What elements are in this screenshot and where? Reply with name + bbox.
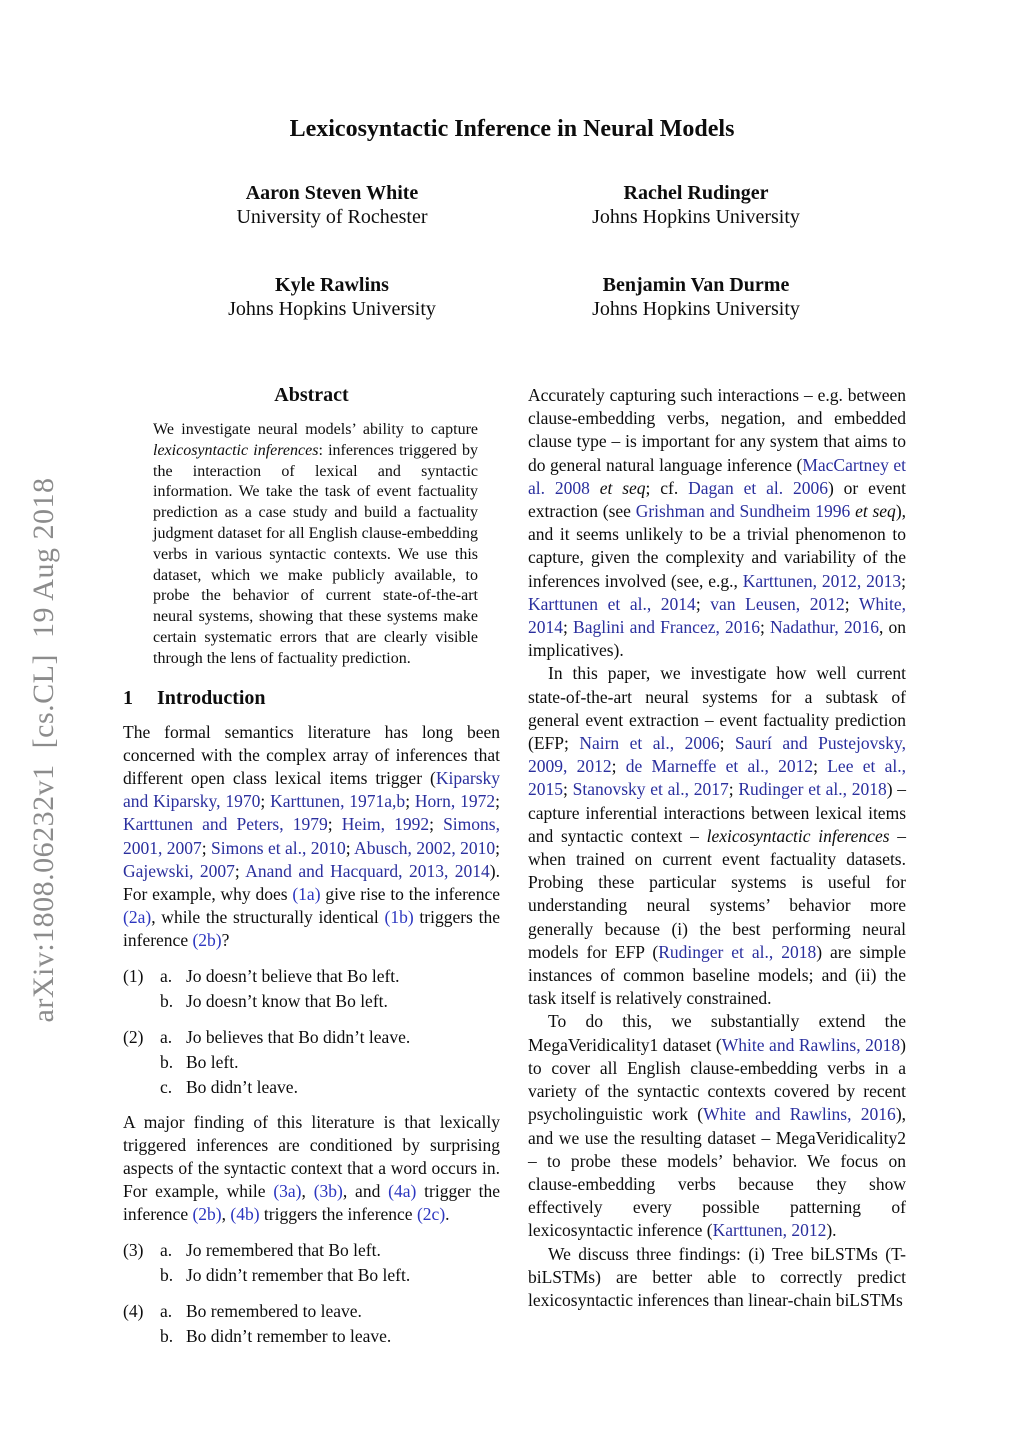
example-ref-link[interactable]: (4a) <box>388 1181 417 1202</box>
author <box>162 273 502 321</box>
example-text: Jo remembered that Bo left. <box>186 1239 381 1260</box>
citation-link[interactable]: Grishman and Sundheim 1996 <box>635 501 851 522</box>
example-number: (1) <box>123 965 144 986</box>
author-affiliation: Johns Hopkins University <box>592 298 800 320</box>
example-text: Bo remembered to leave. <box>186 1300 362 1321</box>
paragraph: Accurately capturing such interactions – e.g. between clause-embedding verbs, negation, and embedded clause type – is important for any system that aims to do general natural language inference (MacCartney et al. 2008 et seq; cf. Dagan et al. 2006) or event extraction (see Grishman and Sundheim 1996 et seq), and it seems unlikely to be a trivial phenomenon to capture, given the complexity and variability of the inferences involved (see, e.g., Karttunen, 2012, 2013; Karttunen et al., 2014; van Leusen, 2012; White, 2014; Baglini and Francez, 2016; Nadathur, 2016, on implicatives). <box>528 385 907 661</box>
citation-link[interactable]: Rudinger et al., 2018 <box>658 941 817 962</box>
example-text: Bo left. <box>186 1051 239 1072</box>
citation-link[interactable]: White and Rawlins, 2016 <box>703 1104 896 1125</box>
citation-link[interactable]: van Leusen, 2012 <box>710 593 845 614</box>
citation-link[interactable]: Nadathur, 2016 <box>770 617 879 638</box>
author-name: Rachel Rudinger <box>623 182 769 204</box>
citation-link[interactable]: Karttunen, 2012 <box>712 1220 827 1241</box>
citation-link[interactable]: MacCartney et al. 2008 <box>528 454 906 498</box>
author <box>526 181 866 229</box>
example-letter: b. <box>160 1325 174 1346</box>
paper-title: Lexicosyntactic Inference in Neural Models <box>289 116 735 142</box>
example-item <box>160 1299 500 1324</box>
citation-link[interactable]: Horn, 1972 <box>414 791 496 812</box>
citation-link[interactable]: Abusch, 2002, 2010 <box>354 837 496 858</box>
paragraph: The formal semantics literature has long been concerned with the complex array of inferences that different open class lexical items trigger (Kiparsky and Kiparsky, 1970; Karttunen, 1971a,b; Horn, 1972; Karttunen and Peters, 1979; Heim, 1992; Simons, 2001, 2007; Simons et al., 2010; Abusch, 2002, 2010; Gajewski, 2007; Anand and Hacquard, 2013, 2014). For example, why does (1a) give rise to the inference (2a), while the structurally identical (1b) triggers the inference (2b)? <box>123 721 500 951</box>
citation-link[interactable]: Karttunen, 2012, 2013 <box>742 570 902 591</box>
author-name: Aaron Steven White <box>245 182 419 204</box>
author <box>526 273 866 321</box>
citation-link[interactable]: Saurí and Pustejovsky, 2009, 2012 <box>528 733 906 777</box>
paragraph: To do this, we substantially extend the MegaVeridicality1 dataset (White and Rawlins, 2018) to cover all English clause-embedding verbs in a variety of the syntactic contexts covered by recent psycholinguistic work (White and Rawlins, 2016), and we use the resulting dataset – MegaVeridicality2 – to probe these models’ behavior. We focus on clause-embedding verbs because they show effectively every possible patterning of lexicosyntactic inference (Karttunen, 2012). <box>528 1011 907 1241</box>
example-ref-link[interactable]: (2c) <box>416 1204 446 1225</box>
example-ref-link[interactable]: (3b) <box>313 1181 343 1202</box>
column-left <box>123 384 500 1349</box>
example-letter: a. <box>160 965 173 986</box>
example-items <box>160 964 500 1014</box>
example-letter: c. <box>160 1076 173 1097</box>
italic-text: lexicosyntactic inferences <box>153 441 319 459</box>
example-items <box>160 1025 500 1100</box>
example-group <box>123 1025 500 1100</box>
abstract-heading: Abstract <box>274 384 349 406</box>
example-number: (4) <box>123 1300 144 1321</box>
italic-text: et seq <box>855 501 896 522</box>
section-number: 1 <box>123 686 133 709</box>
citation-link[interactable]: Karttunen, 1971a,b <box>270 791 406 812</box>
example-letter: a. <box>160 1026 173 1047</box>
citation-link[interactable]: Simons, 2001, 2007 <box>123 814 500 858</box>
example-item <box>160 1025 500 1050</box>
citation-link[interactable]: Heim, 1992 <box>341 814 430 835</box>
citation-link[interactable]: Karttunen et al., 2014 <box>528 593 696 614</box>
paragraph: In this paper, we investigate how well current state-of-the-art neural systems for a subtask of general event extraction – event factuality prediction (EFP; Nairn et al., 2006; Saurí and Pustejovsky, 2009, 2012; de Marneffe et al., 2012; Lee et al., 2015; Stanovsky et al., 2017; Rudinger et al., 2018) – capture inferential interactions between lexical items and syntactic context – lexicosyntactic inferences – when trained on current event factuality datasets. Probing these particular systems is useful for understanding neural systems’ behavior more generally because (i) the best performing neural models for EFP (Rudinger et al., 2018) are simple instances of common baseline models; and (ii) the task itself is relatively constrained. <box>528 663 907 1009</box>
author-affiliation: Johns Hopkins University <box>228 298 436 320</box>
example-ref-link[interactable]: (1b) <box>384 907 414 928</box>
italic-text: lexicosyntactic inferences <box>706 825 890 846</box>
citation-link[interactable]: Stanovsky et al., 2017 <box>572 779 729 800</box>
example-item <box>160 989 500 1014</box>
citation-link[interactable]: Simons et al., 2010 <box>211 837 346 858</box>
author-block <box>123 181 905 321</box>
example-text: Jo doesn’t believe that Bo left. <box>186 965 400 986</box>
citation-link[interactable]: White, 2014 <box>528 593 906 638</box>
author-row <box>123 273 905 321</box>
example-letter: a. <box>160 1239 173 1260</box>
citation-link[interactable]: Lee et al., 2015 <box>528 756 906 800</box>
example-items <box>160 1238 500 1288</box>
example-items <box>160 1299 500 1349</box>
author <box>162 181 502 229</box>
example-letter: b. <box>160 990 174 1011</box>
citation-link[interactable]: Gajewski, 2007 <box>123 860 235 881</box>
example-letter: b. <box>160 1264 174 1285</box>
example-group <box>123 964 500 1014</box>
example-group <box>123 1299 500 1349</box>
citation-link[interactable]: Kiparsky and Kiparsky, 1970 <box>123 767 500 812</box>
example-item <box>160 1075 500 1100</box>
example-ref-link[interactable]: (2a) <box>123 907 152 928</box>
example-item <box>160 1324 500 1349</box>
example-item <box>160 1263 500 1288</box>
example-ref-link[interactable]: (2b) <box>192 1204 222 1225</box>
column-right <box>528 384 906 1312</box>
author-name: Benjamin Van Durme <box>602 274 790 296</box>
example-letter: a. <box>160 1300 173 1321</box>
example-number: (3) <box>123 1239 144 1260</box>
example-letter: b. <box>160 1051 174 1072</box>
section-title: Introduction <box>157 686 266 709</box>
author-affiliation: Johns Hopkins University <box>592 206 800 228</box>
abstract-text: We investigate neural models’ ability to capture lexicosyntactic inferences: inferences triggered by the interaction of lexical and syntactic information. We take the task of event factuality prediction as a case study and build a factuality judgment dataset for all English clause-embedding verbs in various syntactic contexts. We use this dataset, which we make publicly available, to probe the behavior of current state-of-the-art neural systems, showing that these systems make certain systematic errors that are clearly visible through the lens of factuality prediction. <box>153 421 478 667</box>
italic-text: et seq <box>599 477 646 498</box>
example-ref-link[interactable]: (2b) <box>192 930 222 951</box>
example-item <box>160 964 500 989</box>
paragraph: A major finding of this literature is that lexically triggered inferences are conditioned by surprising aspects of the syntactic context that a word occurs in. For example, while (3a), (3b), and (4a) trigger the inference (2b), (4b) triggers the inference (2c). <box>123 1111 501 1225</box>
example-ref-link[interactable]: (1a) <box>292 883 321 904</box>
paragraph: We discuss three findings: (i) Tree biLSTMs (T-biLSTMs) are better able to correctly predict lexicosyntactic inferences than linear-chain biLSTMs <box>528 1243 906 1310</box>
citation-link[interactable]: de Marneffe et al., 2012 <box>625 756 814 777</box>
citation-link[interactable]: Dagan et al. 2006 <box>688 477 828 498</box>
example-item <box>160 1238 500 1263</box>
example-text: Jo doesn’t know that Bo left. <box>186 990 388 1011</box>
section-heading <box>123 687 500 710</box>
example-text: Bo didn’t leave. <box>186 1076 298 1097</box>
example-ref-link[interactable]: (4b) <box>230 1204 260 1225</box>
author-name: Kyle Rawlins <box>275 274 389 296</box>
example-text: Jo believes that Bo didn’t leave. <box>186 1026 411 1047</box>
arxiv-watermark: arXiv:1808.06232v1 [cs.CL] 19 Aug 2018 <box>27 477 60 1023</box>
example-number: (2) <box>123 1026 144 1047</box>
citation-link[interactable]: Nairn et al., 2006 <box>579 733 720 754</box>
citation-link[interactable]: Karttunen and Peters, 1979 <box>123 814 328 835</box>
example-item <box>160 1050 500 1075</box>
author-row <box>123 181 905 229</box>
example-text: Bo didn’t remember to leave. <box>186 1325 392 1346</box>
citation-link[interactable]: White and Rawlins, 2018 <box>721 1034 901 1055</box>
example-text: Jo didn’t remember that Bo left. <box>186 1264 411 1285</box>
example-ref-link[interactable]: (3a) <box>273 1181 302 1202</box>
citation-link[interactable]: Anand and Hacquard, 2013, 2014 <box>245 860 490 881</box>
citation-link[interactable]: Baglini and Francez, 2016 <box>573 617 760 638</box>
author-affiliation: University of Rochester <box>236 206 428 228</box>
citation-link[interactable]: Rudinger et al., 2018 <box>738 779 887 800</box>
example-group <box>123 1238 500 1288</box>
